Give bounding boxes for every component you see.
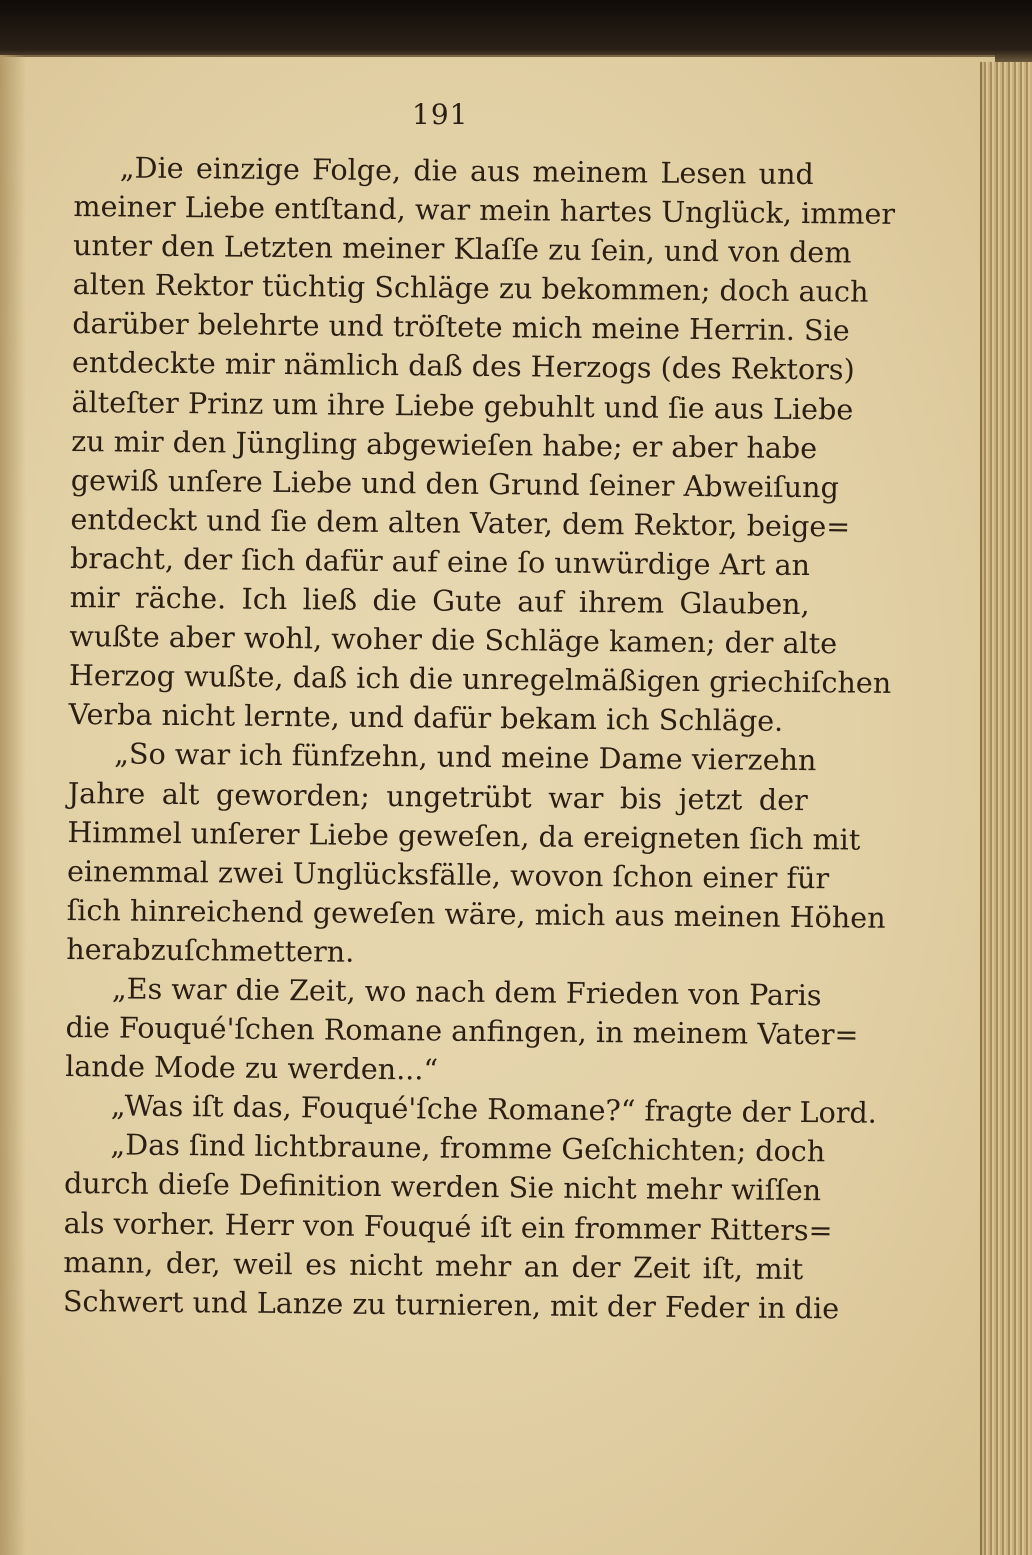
text-line: unter den Letzten meiner Klaſſe zu ſein, und von dem — [72, 228, 852, 270]
text-line: herabzuſchmettern. — [66, 931, 355, 969]
text-line: durch dieſe Definition werden Sie nicht mehr wiſſen — [63, 1166, 822, 1208]
text-line: älteſter Prinz um ihre Liebe gebuhlt und ſie aus Liebe — [71, 384, 854, 427]
text-line: Herzog wußte, daß ich die unregelmäßigen griechiſchen — [68, 658, 892, 701]
text-line: „So war ich fünfzehn, und meine Dame vierzehn — [114, 736, 817, 778]
text-line: zu mir den Jüngling abgewieſen habe; er aber habe — [71, 423, 818, 465]
text-line: Verba nicht lernte, und dafür bekam ich Schläge. — [68, 697, 784, 739]
text-line: gewiß unſere Liebe und den Grund ſeiner Abweiſung — [70, 462, 840, 505]
text-line: entdeckte mir nämlich daß des Herzogs (des Rektors) — [71, 345, 855, 387]
text-line: wußte aber wohl, woher die Schläge kamen; der alte — [69, 619, 838, 661]
text-line: Schwert und Lanze zu turnieren, mit der Feder in die — [62, 1283, 840, 1326]
text-line: darüber belehrte und tröſtete mich meine Herrin. Sie — [72, 306, 850, 348]
text-line: mann, der, weil es nicht mehr an der Zeit iſt, mit — [63, 1244, 804, 1286]
text-line: ſich hinreichend geweſen wäre, mich aus meinen Höhen — [66, 892, 886, 935]
text-line: „Es war die Zeit, wo nach dem Frieden von Paris — [111, 971, 822, 1013]
text-line: als vorher. Herr von Fouqué iſt ein frommer Ritters= — [63, 1205, 833, 1247]
text-line: bracht, der ſich dafür auf eine ſo unwürdige Art an — [69, 540, 811, 583]
text-line: meiner Liebe entſtand, war mein hartes Unglück, immer — [73, 189, 896, 231]
body-text — [62, 148, 896, 1328]
text-line: Jahre alt geworden; ungetrübt war bis jetzt der — [67, 775, 808, 817]
text-line: einemmal zwei Unglücksfälle, wovon ſchon einer für — [66, 853, 830, 895]
page-edges — [980, 62, 1032, 1555]
text-line: die Fouqué'ſchen Romane anfingen, in meinem Vater= — [65, 1010, 859, 1052]
text-line: „Die einzige Folge, die aus meinem Lesen und — [119, 150, 814, 192]
text-line: mir räche. Ich ließ die Gute auf ihrem Glauben, — [69, 580, 810, 622]
page-number: 191 — [412, 98, 469, 131]
text-line: lande Mode zu werden...“ — [65, 1049, 439, 1087]
text-line: Himmel unſerer Liebe geweſen, da ereigneten ſich mit — [67, 814, 861, 857]
text-line: entdeckt und ſie dem alten Vater, dem Rektor, beige= — [70, 501, 851, 544]
text-line: „Das ſind lichtbraune, fromme Geſchichten; doch — [110, 1127, 826, 1169]
book-top-edge — [0, 0, 1032, 62]
text-line: „Was iſt das, Fouqué'ſche Romane?“ fragte der Lord. — [110, 1088, 878, 1131]
page-gutter-shadow — [0, 55, 26, 1555]
text-line: alten Rektor tüchtig Schläge zu bekommen; doch auch — [72, 267, 869, 309]
